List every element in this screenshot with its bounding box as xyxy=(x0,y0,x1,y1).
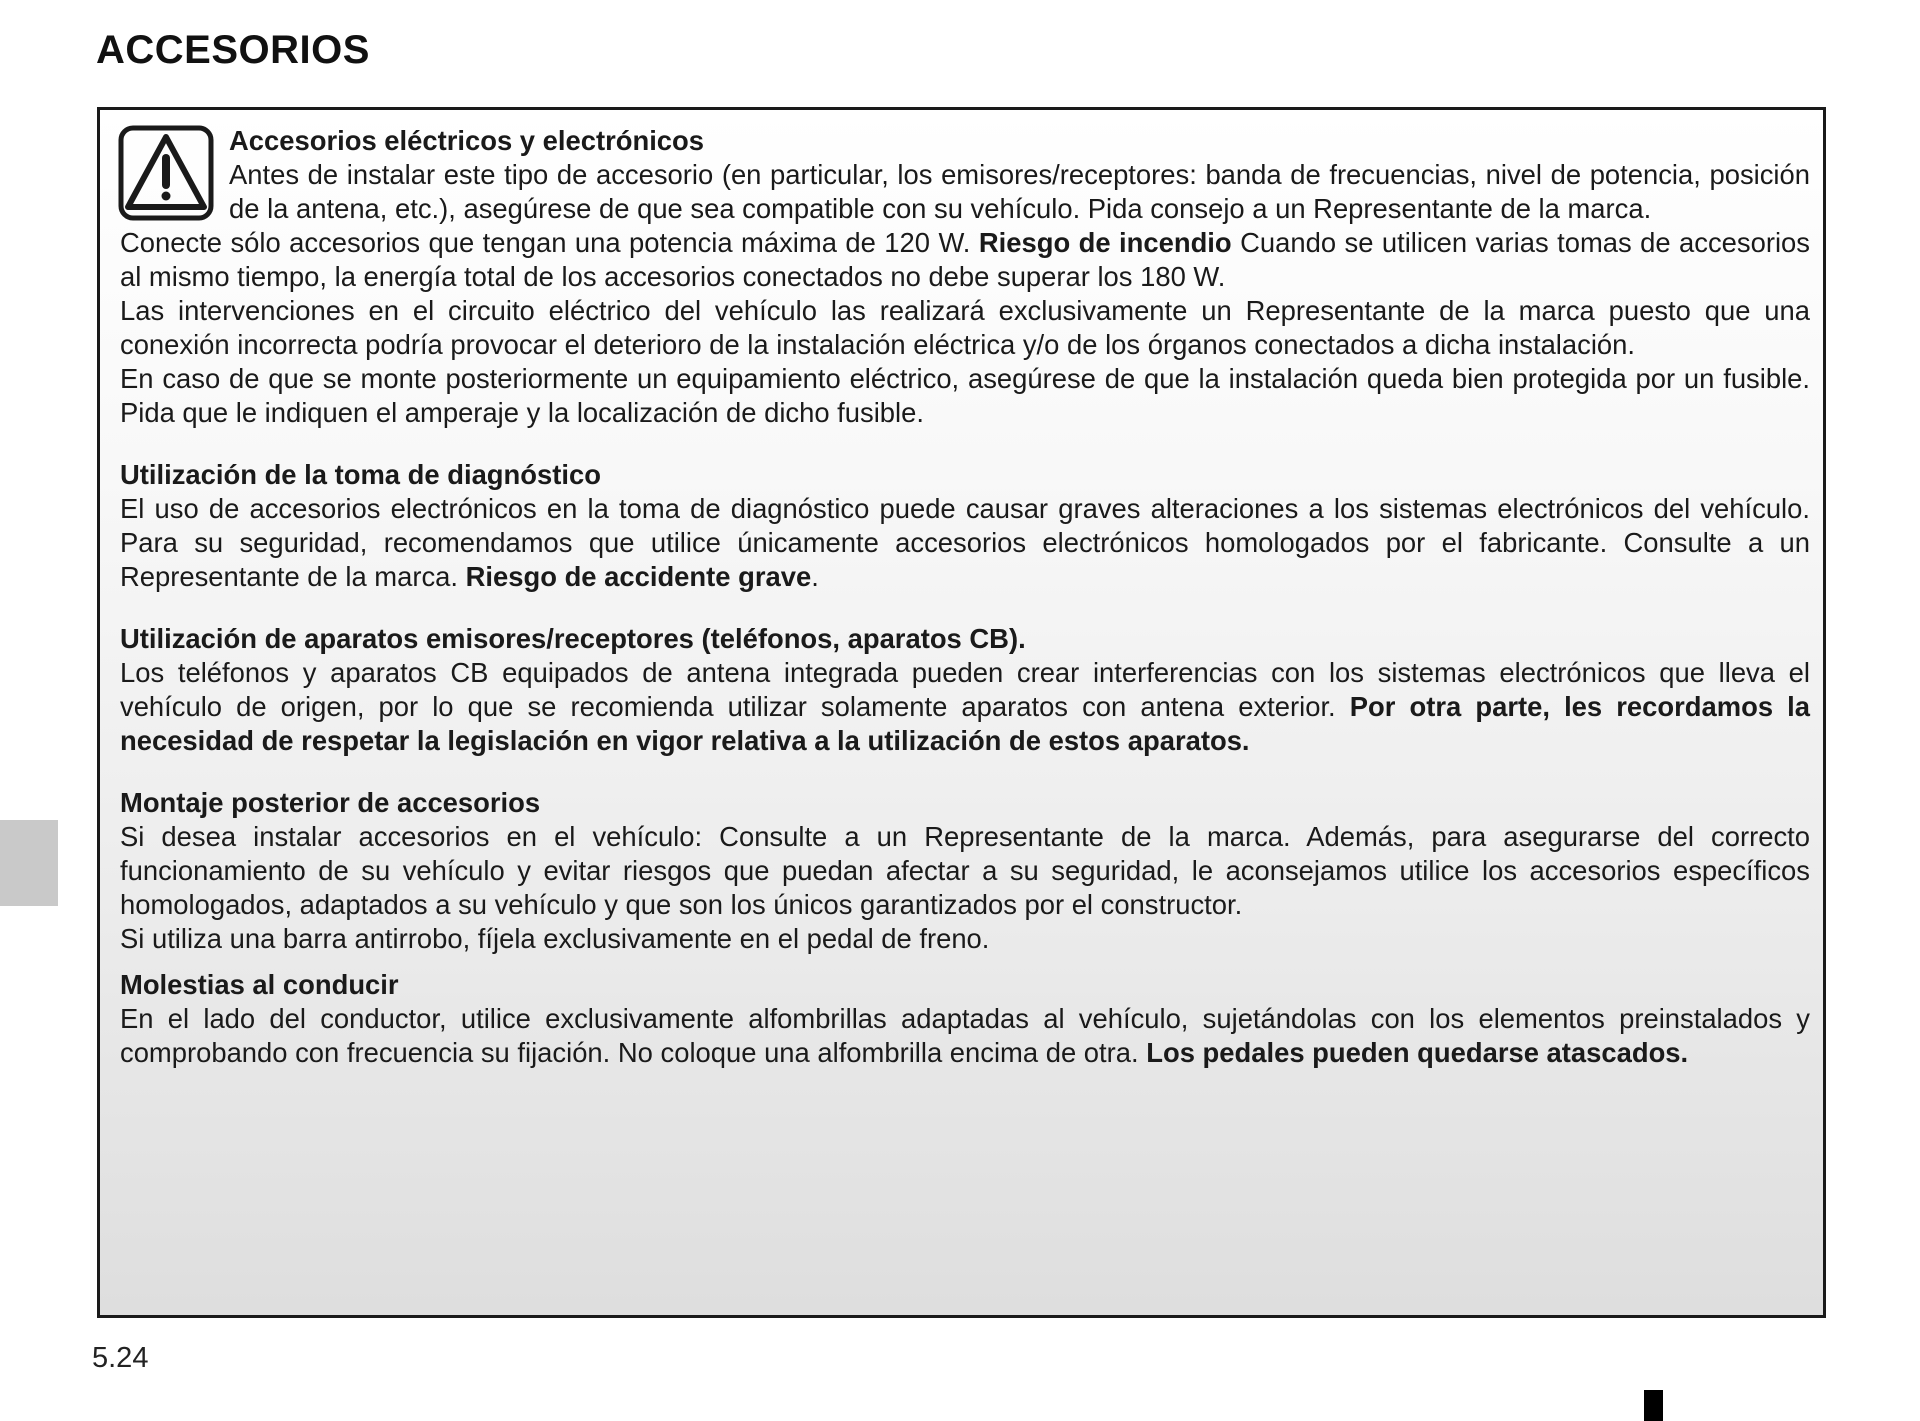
page-number: 5.24 xyxy=(92,1342,149,1374)
page-title: ACCESORIOS xyxy=(96,28,370,72)
section-heading-electrical: Accesorios eléctricos y electrónicos xyxy=(229,125,705,156)
warning-content xyxy=(120,124,1810,1070)
warning-box xyxy=(97,107,1826,1318)
diagnostic-end: . xyxy=(811,561,819,592)
fitting-paragraph-antitheft: Si utiliza una barra antirrobo, fíjela exclusivamente en el pedal de freno. xyxy=(120,923,990,954)
fitting-paragraph: Si desea instalar accesorios en el vehículo: Consulte a un Representante de la marca. Además, para asegurarse del correcto funcionamiento de su vehículo y evitar riesgos que puedan afectar a su seguridad, le aconsejamos utilice los accesorios específicos homologados, adaptados a su vehículo y que son los únicos garantizados por el constructor. xyxy=(120,821,1810,920)
driving-text: En el lado del conductor, utilice exclusivamente alfombrillas adaptadas al vehículo, sujetándolas con los elementos preinstalados y comprobando con frecuencia su fijación. No coloque una alfombrilla encima de otra. xyxy=(120,1003,1810,1068)
section-heading-fitting: Montaje posterior de accesorios xyxy=(120,787,541,818)
legislation-bold: Por otra parte, les recordamos la necesidad de respetar la legislación en vigor relativa a la utilización de estos aparatos. xyxy=(120,691,1810,756)
diagnostic-text: El uso de accesorios electrónicos en la toma de diagnóstico puede causar graves alteraciones a los sistemas electrónicos del vehículo. Para su seguridad, recomendamos que utilice únicamente accesorios electrónicos homologados por el fabricante. Consulte a un Representante de la marca. xyxy=(120,493,1810,592)
fire-risk-bold: Riesgo de incendio xyxy=(978,227,1232,258)
electrical-intro: Antes de instalar este tipo de accesorio (en particular, los emisores/receptores: banda de frecuencias, nivel de potencia, posición de la antena, etc.), asegúrese de que sea compatible con su vehículo. Pida consejo a un Representante de la marca. xyxy=(229,159,1810,224)
transmitters-text: Los teléfonos y aparatos CB equipados de antena integrada pueden crear interferencias con los sistemas electrónicos que lleva el vehículo de origen, por lo que se recomienda utilizar solamente aparatos con antena exterior. xyxy=(120,657,1810,722)
accident-risk-bold: Riesgo de accidente grave xyxy=(465,561,812,592)
chapter-tab-marker xyxy=(0,820,58,906)
page-edge-marker xyxy=(1644,1390,1663,1421)
power-text-end: Cuando se utilicen varias tomas de accesorios al mismo tiempo, la energía total de los accesorios conectados no debe superar los 180 W. xyxy=(120,227,1810,292)
power-text-start: Conecte sólo accesorios que tengan una potencia máxima de 120 W. xyxy=(120,227,971,258)
electrical-paragraph-fuse: En caso de que se monte posteriormente un equipamiento eléctrico, asegúrese de que la instalación queda bien protegida por un fusible. Pida que le indiquen el amperaje y la localización de dicho fusible. xyxy=(120,363,1810,428)
pedals-stuck-bold: Los pedales pueden quedarse atascados. xyxy=(1146,1037,1689,1068)
section-heading-driving: Molestias al conducir xyxy=(120,969,399,1000)
transmitters-paragraph xyxy=(120,656,1810,758)
section-heading-transmitters: Utilización de aparatos emisores/receptores (teléfonos, aparatos CB). xyxy=(120,623,1026,654)
electrical-paragraph-power xyxy=(120,226,1810,294)
section-heading-diagnostic: Utilización de la toma de diagnóstico xyxy=(120,459,601,490)
electrical-paragraph-interventions: Las intervenciones en el circuito eléctrico del vehículo las realizará exclusivamente un Representante de la marca puesto que una conexión incorrecta podría provocar el deterioro de la instalación eléctrica y/o de los órganos conectados a dicha instalación. xyxy=(120,295,1810,360)
diagnostic-paragraph xyxy=(120,492,1810,594)
driving-paragraph xyxy=(120,1002,1810,1070)
